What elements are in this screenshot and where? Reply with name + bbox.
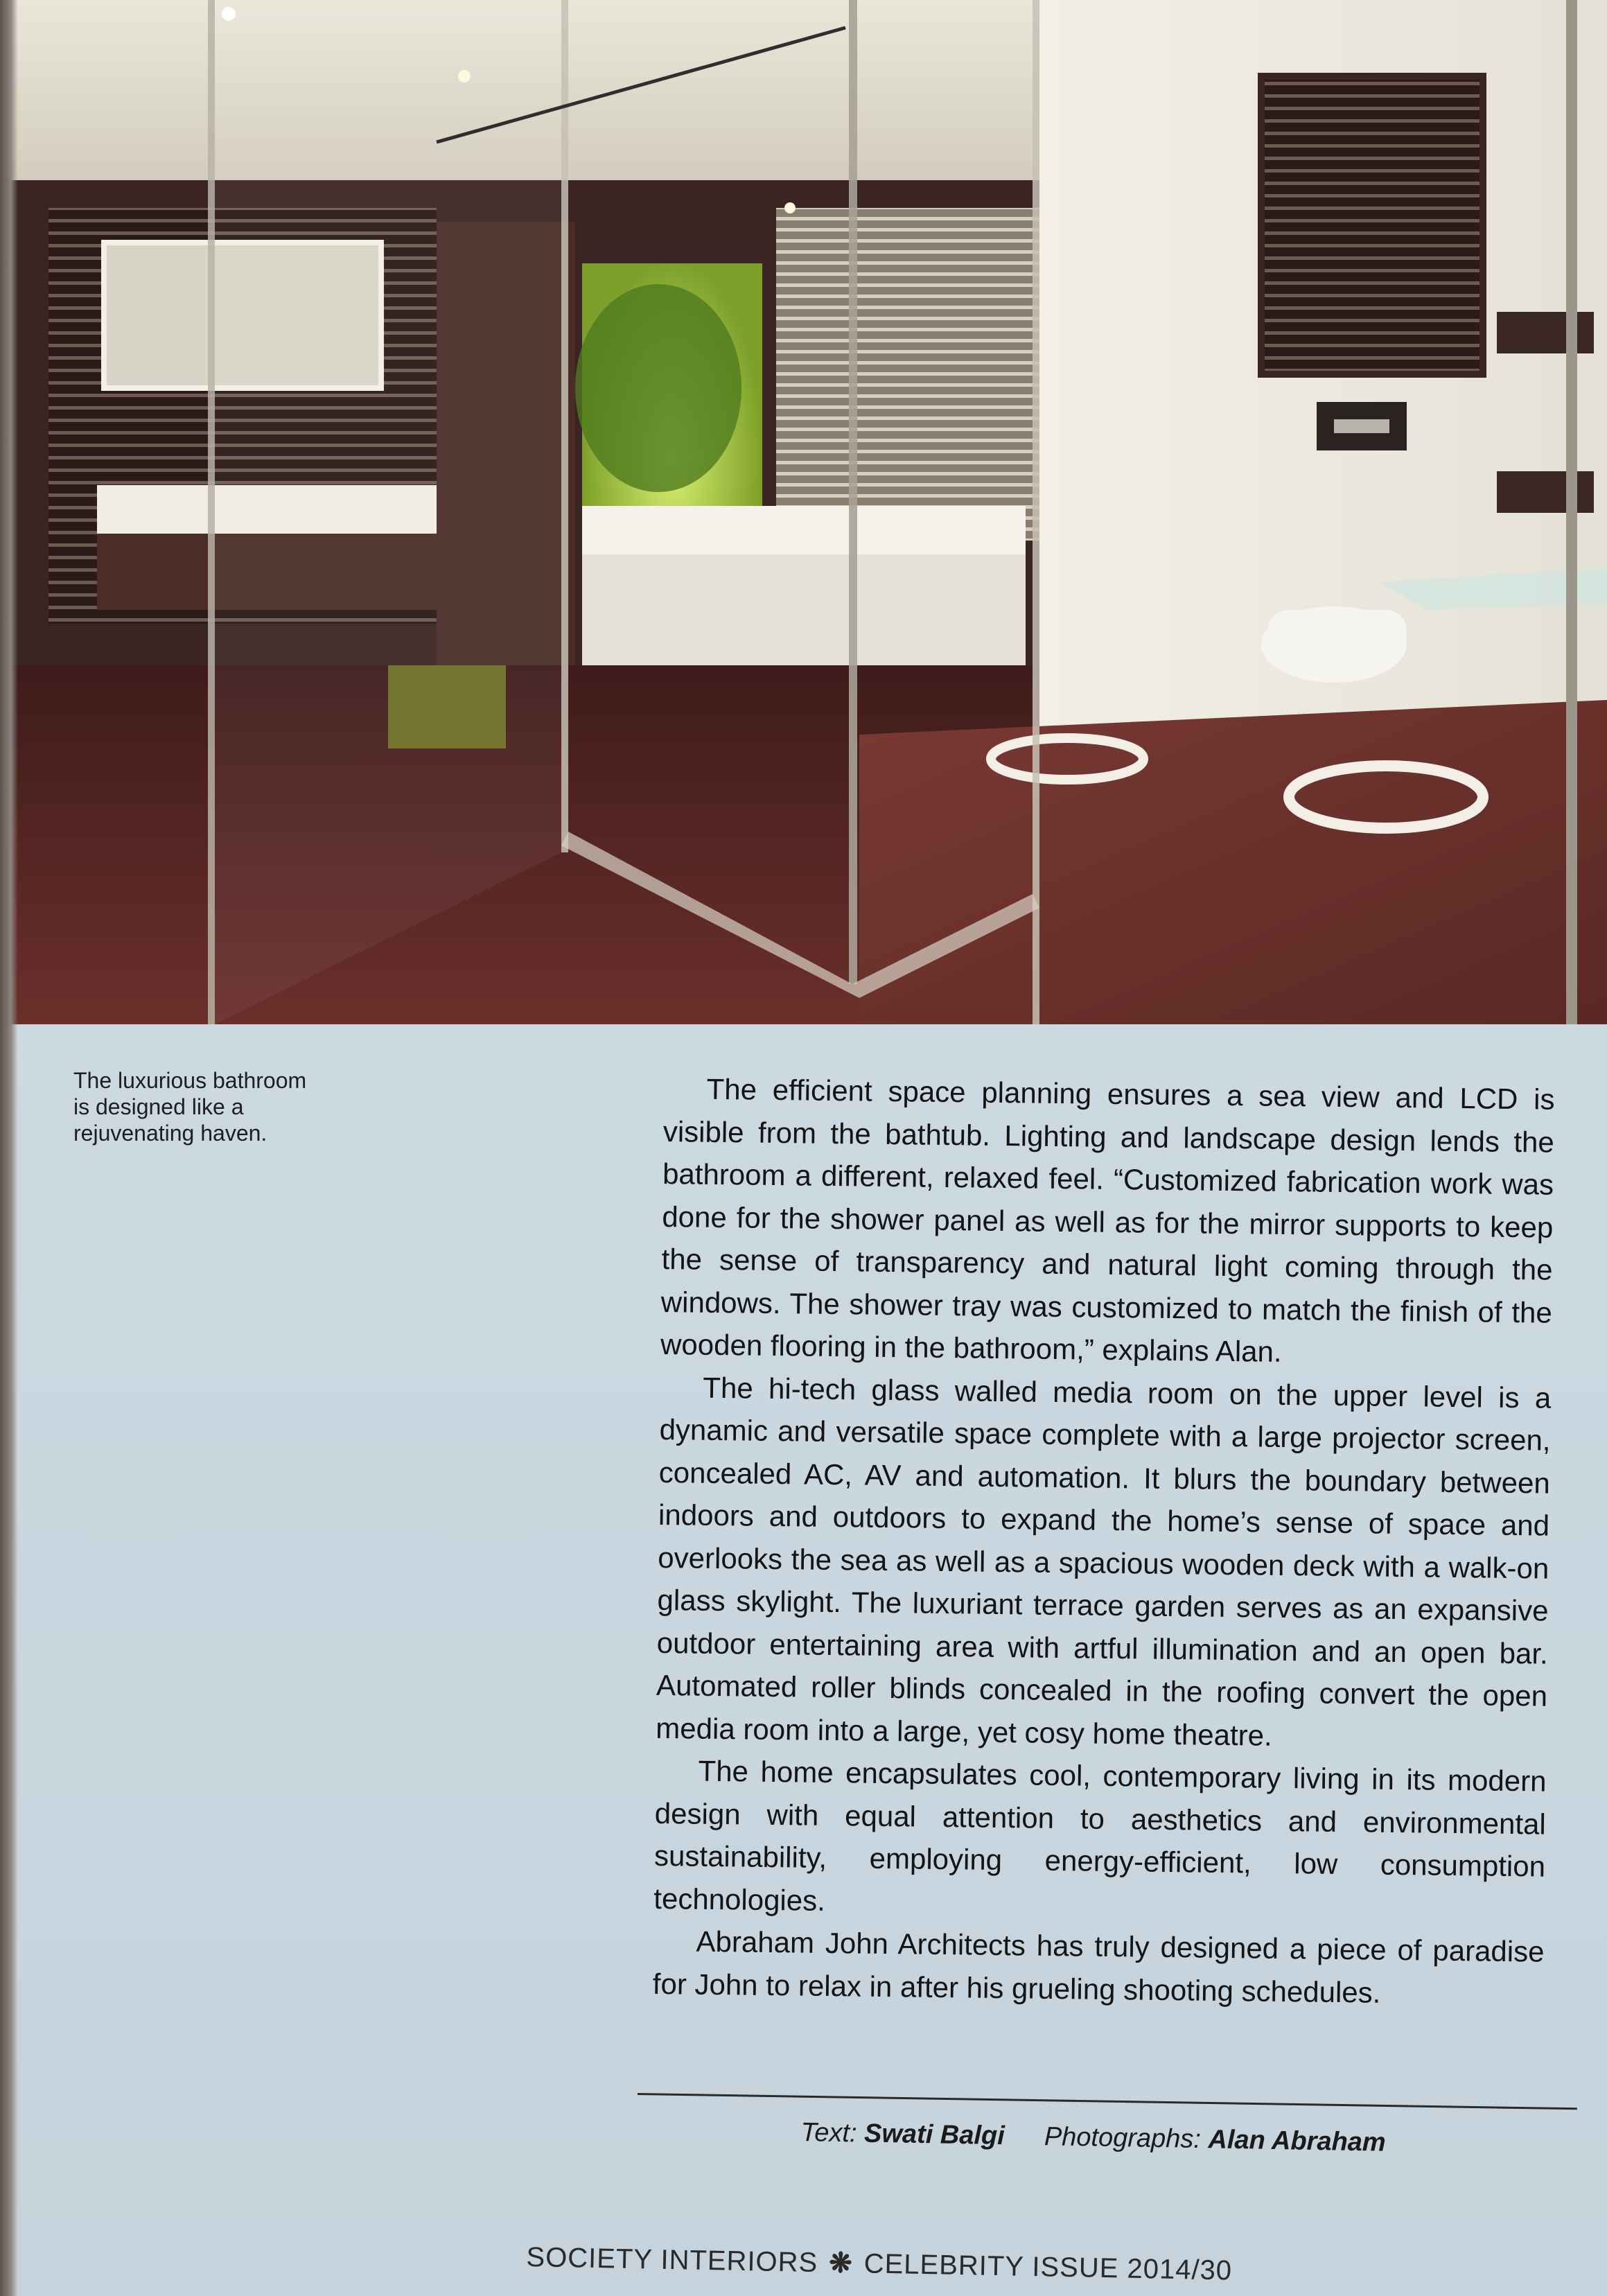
magazine-name: SOCIETY INTERIORS [526, 2241, 818, 2279]
article-body [652, 1067, 1554, 2016]
caption-line: rejuvenating haven. [73, 1121, 267, 1146]
caption-line: The luxurious bathroom [73, 1068, 307, 1093]
text-credit-label: Text: [800, 2117, 857, 2148]
bathroom-illustration [0, 0, 1607, 1024]
article-credits [800, 2115, 1386, 2160]
page-footer [526, 2240, 1232, 2288]
photo-credit-label: Photographs: [1044, 2122, 1202, 2155]
text-credit-author: Swati Balgi [863, 2119, 1006, 2151]
page-spine-shadow [0, 0, 18, 2296]
body-paragraph: The efficient space planning ensures a sea view and LCD is visible from the bathtub. Lighting and landscape design lends the bathroom a different, relaxed feel. “Customized fabrication work was done for the shower panel as well as for the mirror supports to keep the sense of transparency and natural light coming through the windows. The shower tray was customized to match the finish of the wooden flooring in the bathroom,” explains Alan. [660, 1072, 1555, 1368]
photo-caption [73, 1067, 337, 1146]
credits-divider [638, 2093, 1577, 2110]
footer-separator-icon: ❋ [828, 2247, 854, 2279]
body-paragraph: Abraham John Architects has truly designed a piece of paradise for John to relax in after his grueling shooting schedules. [652, 1925, 1545, 2009]
issue-name: CELEBRITY ISSUE 2014/30 [863, 2248, 1233, 2286]
bathroom-photo [0, 0, 1607, 1024]
caption-line: is designed like a [73, 1094, 244, 1119]
body-paragraph: The hi-tech glass walled media room on the upper level is a dynamic and versatile space complete with a large projector screen, concealed AC, AV and automation. It blurs the boundary between indoors and outdoors to expand the home’s sense of space and overlooks the sea as well as a spacious wooden deck with a walk-on glass skylight. The luxuriant terrace garden serves as an expansive outdoor entertaining area with artful illumination and an open bar. Automated roller blinds concealed in the roofing convert the open media room into a large, yet cosy home theatre. [656, 1371, 1552, 1752]
body-paragraph: The home encapsulates cool, contemporary living in its modern design with equal attention to aesthetics and environmental sustainability, employing energy-efficient, low consumption technologies. [653, 1754, 1547, 1917]
photo-credit-author: Alan Abraham [1208, 2125, 1387, 2157]
